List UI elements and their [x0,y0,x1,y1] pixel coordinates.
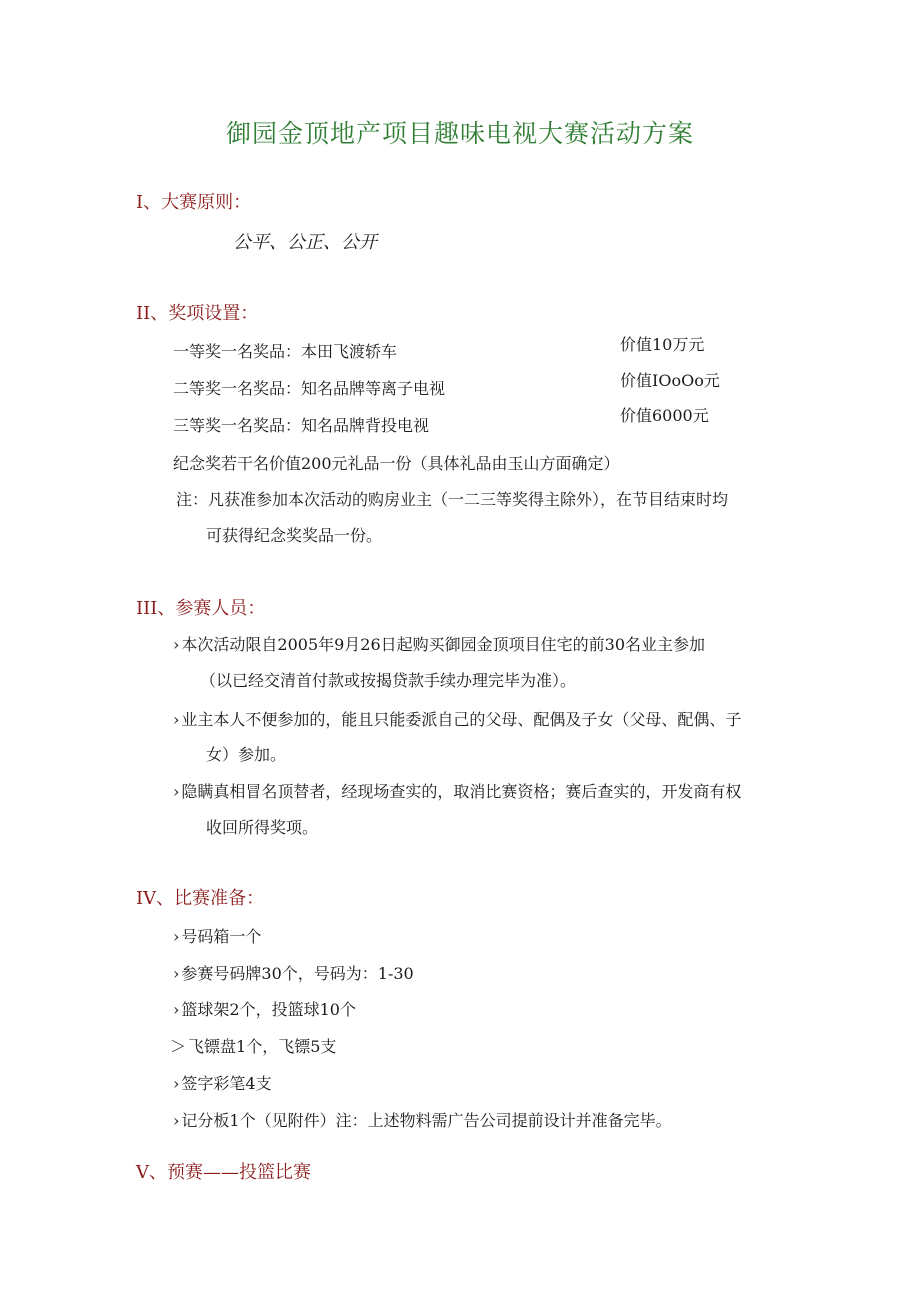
bullet-arrow-icon: › [173,1074,180,1093]
note-line-2: 可获得纪念奖奖品一份。 [206,526,383,545]
prize-label-third: 三等奖一名奖品：知名品牌背投电视 [173,416,430,435]
prep-item [173,961,414,984]
section-heading-preliminary: V、预赛——投篮比赛 [136,1162,311,1183]
bullet-arrow-icon: › [173,964,180,983]
prep-item [173,1071,272,1094]
prep-item-text: 篮球架2个，投篮球10个 [181,1000,356,1019]
participant-item-2-text: 业主本人不便参加的，能且只能委派自己的父母、配偶及子女（父母、配偶、子 [181,710,742,729]
bullet-arrow-icon: › [173,710,180,729]
bullet-greater-than-icon: ＞ [170,1037,187,1056]
note-line-1: 注：凡获准参加本次活动的购房业主（一二三等奖得主除外），在节目结束时均 [176,490,729,509]
prep-item-text: 签字彩笔4支 [181,1074,272,1093]
section-heading-preparation: IV、比赛准备： [136,888,265,909]
prize-label-second: 二等奖一名奖品：知名品牌等离子电视 [173,379,446,398]
page-title: 御园金顶地产项目趣味电视大赛活动方案 [225,119,694,148]
participant-item-3-text: 隐瞒真相冒名顶替者，经现场查实的，取消比赛资格；赛后查实的，开发商有权 [181,782,742,801]
prep-item-text: 参赛号码牌30个，号码为：1-30 [181,964,414,983]
prep-item [173,1108,672,1131]
section-heading-participants: III、参赛人员： [136,598,266,619]
prize-value-first: 价值10万元 [620,335,705,354]
prep-item-text: 飞镖盘1个，飞镖5支 [188,1037,337,1056]
prep-item [170,1034,336,1057]
section-heading-principles: I、大赛原则： [136,192,252,213]
souvenir-prize-text: 纪念奖若干名价值200元礼品一份（具体礼品由玉山方面确定） [173,454,620,473]
prep-item-text: 号码箱一个 [181,927,262,946]
bullet-arrow-icon: › [173,782,180,801]
prize-label-first: 一等奖一名奖品：本田飞渡轿车 [173,342,398,361]
principle-text: 公平、公正、公开 [233,232,377,253]
bullet-arrow-icon: › [173,1111,180,1130]
participant-item-1-cont: （以已经交清首付款或按揭贷款手续办理完毕为准）。 [200,671,577,690]
bullet-arrow-icon: › [173,927,180,946]
section-heading-prizes: II、奖项设置： [136,303,259,324]
participant-item-3-cont: 收回所得奖项。 [206,818,319,837]
prep-item [173,997,356,1020]
prize-value-second: 价值IOoOo元 [620,371,720,390]
bullet-arrow-icon: › [173,1000,180,1019]
participant-item-3 [173,779,741,802]
prep-item-text: 记分板1个（见附件）注：上述物料需广告公司提前设计并准备完毕。 [181,1111,672,1130]
prep-item [173,924,261,947]
prize-value-third: 价值6000元 [620,406,709,425]
bullet-arrow-icon: › [173,635,180,654]
participant-item-2 [173,707,741,730]
participant-item-1-text: 本次活动限自2005年9月26日起购买御园金顶项目住宅的前30名业主参加 [181,635,706,654]
participant-item-2-cont: 女）参加。 [206,745,287,764]
participant-item-1 [173,632,705,655]
